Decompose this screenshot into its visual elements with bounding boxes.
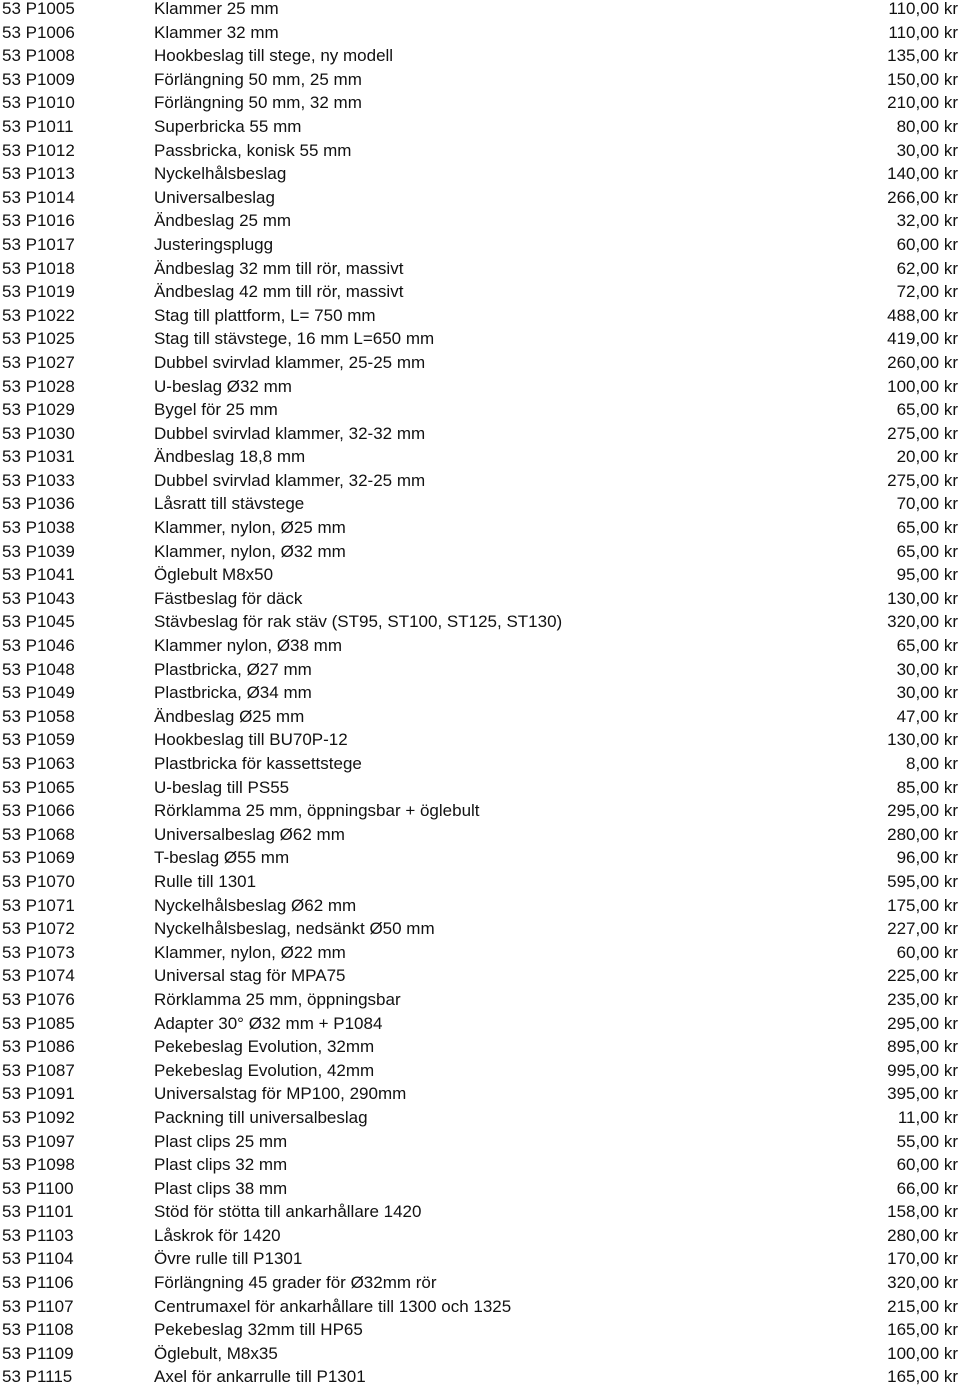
article-price: 110,00 kr xyxy=(888,22,958,42)
price-row xyxy=(0,1368,960,1392)
article-description: Justeringsplugg xyxy=(154,234,274,254)
article-price: 95,00 kr xyxy=(896,565,958,585)
article-price: 130,00 kr xyxy=(887,730,958,750)
article-code: 53 P1008 xyxy=(2,46,75,66)
article-description: Nyckelhålsbeslag Ø62 mm xyxy=(154,895,357,915)
price-row xyxy=(0,495,960,519)
article-description: Öglebult M8x50 xyxy=(154,565,274,585)
article-price: 225,00 kr xyxy=(887,966,958,986)
price-row xyxy=(0,283,960,307)
article-code: 53 P1019 xyxy=(2,282,75,302)
article-description: Stag till stävstege, 16 mm L=650 mm xyxy=(154,329,435,349)
price-row xyxy=(0,71,960,95)
article-description: Förlängning 50 mm, 25 mm xyxy=(154,69,362,89)
article-price: 295,00 kr xyxy=(887,1013,958,1033)
price-row xyxy=(0,212,960,236)
price-row xyxy=(0,472,960,496)
article-price: 65,00 kr xyxy=(896,541,958,561)
article-description: Universal stag för MPA75 xyxy=(154,966,346,986)
article-description: Plast clips 38 mm xyxy=(154,1178,288,1198)
article-code: 53 P1108 xyxy=(2,1320,74,1340)
price-row xyxy=(0,1085,960,1109)
article-description: Klammer nylon, Ø38 mm xyxy=(154,636,342,656)
price-row xyxy=(0,307,960,331)
price-row xyxy=(0,47,960,71)
article-description: Stävbeslag för rak stäv (ST95, ST100, ST125, ST130) xyxy=(154,612,563,632)
article-price: 158,00 kr xyxy=(887,1202,958,1222)
article-code: 53 P1100 xyxy=(2,1178,74,1198)
price-row xyxy=(0,189,960,213)
price-row xyxy=(0,897,960,921)
article-code: 53 P1107 xyxy=(2,1296,74,1316)
article-description: Nyckelhålsbeslag, nedsänkt Ø50 mm xyxy=(154,919,435,939)
article-code: 53 P1014 xyxy=(2,187,75,207)
price-row xyxy=(0,94,960,118)
article-description: Nyckelhålsbeslag xyxy=(154,164,287,184)
article-price: 275,00 kr xyxy=(887,423,958,443)
price-row xyxy=(0,566,960,590)
article-code: 53 P1018 xyxy=(2,258,75,278)
article-code: 53 P1109 xyxy=(2,1343,74,1363)
article-price: 165,00 kr xyxy=(887,1367,958,1387)
article-description: Bygel för 25 mm xyxy=(154,400,278,420)
price-row xyxy=(0,519,960,543)
article-description: Klammer, nylon, Ø25 mm xyxy=(154,518,346,538)
price-row xyxy=(0,142,960,166)
article-price: 295,00 kr xyxy=(887,801,958,821)
article-code: 53 P1058 xyxy=(2,706,75,726)
article-description: Dubbel svirvlad klammer, 32-25 mm xyxy=(154,470,426,490)
article-code: 53 P1010 xyxy=(2,93,75,113)
article-description: Plastbricka för kassettstege xyxy=(154,754,362,773)
article-price: 100,00 kr xyxy=(887,1343,958,1363)
article-description: Centrumaxel för ankarhållare till 1300 och 1325 xyxy=(154,1296,512,1316)
article-code: 53 P1069 xyxy=(2,848,75,868)
article-code: 53 P1092 xyxy=(2,1107,75,1127)
article-price: 47,00 kr xyxy=(896,706,958,726)
price-row xyxy=(0,1321,960,1345)
price-row xyxy=(0,1038,960,1062)
article-code: 53 P1045 xyxy=(2,612,75,632)
article-code: 53 P1097 xyxy=(2,1131,75,1151)
article-code: 53 P1068 xyxy=(2,824,75,844)
article-price: 995,00 kr xyxy=(887,1060,958,1080)
article-price: 260,00 kr xyxy=(887,352,958,372)
article-code: 53 P1025 xyxy=(2,329,75,349)
article-price: 30,00 kr xyxy=(896,140,958,160)
article-price: 65,00 kr xyxy=(896,400,958,420)
article-code: 53 P1017 xyxy=(2,234,75,254)
article-code: 53 P1059 xyxy=(2,730,75,750)
price-row xyxy=(0,378,960,402)
price-row xyxy=(0,1156,960,1180)
article-description: Klammer 32 mm xyxy=(154,22,279,42)
article-description: Adapter 30° Ø32 mm + P1084 xyxy=(154,1013,383,1033)
article-description: Universalstag för MP100, 290mm xyxy=(154,1084,407,1104)
article-code: 53 P1041 xyxy=(2,565,75,585)
article-price: 210,00 kr xyxy=(887,93,958,113)
price-row xyxy=(0,236,960,260)
article-description: Plastbricka, Ø34 mm xyxy=(154,683,312,703)
article-description: Stag till plattform, L= 750 mm xyxy=(154,305,376,325)
article-description: Förlängning 45 grader för Ø32mm rör xyxy=(154,1273,437,1293)
price-row xyxy=(0,731,960,755)
article-description: Klammer, nylon, Ø22 mm xyxy=(154,942,346,962)
article-description: Universalbeslag Ø62 mm xyxy=(154,824,345,844)
article-description: Låskrok för 1420 xyxy=(154,1225,281,1245)
article-code: 53 P1066 xyxy=(2,801,75,821)
article-code: 53 P1016 xyxy=(2,211,75,231)
article-code: 53 P1038 xyxy=(2,518,75,538)
article-price: 215,00 kr xyxy=(887,1296,958,1316)
article-price: 80,00 kr xyxy=(896,116,958,136)
article-description: Ändbeslag 25 mm xyxy=(154,211,292,231)
price-row xyxy=(0,802,960,826)
article-code: 53 P1098 xyxy=(2,1155,75,1175)
article-description: Förlängning 50 mm, 32 mm xyxy=(154,93,362,113)
article-price: 170,00 kr xyxy=(887,1249,958,1269)
article-code: 53 P1071 xyxy=(2,895,75,915)
price-row xyxy=(0,590,960,614)
price-row xyxy=(0,755,960,779)
price-row xyxy=(0,944,960,968)
article-description: Pekebeslag Evolution, 42mm xyxy=(154,1060,375,1080)
article-price: 227,00 kr xyxy=(887,919,958,939)
price-row xyxy=(0,401,960,425)
article-code: 53 P1070 xyxy=(2,871,75,891)
article-code: 53 P1076 xyxy=(2,989,75,1009)
article-price: 60,00 kr xyxy=(896,234,958,254)
article-price: 30,00 kr xyxy=(896,683,958,703)
article-price: 65,00 kr xyxy=(896,636,958,656)
article-price: 96,00 kr xyxy=(896,848,958,868)
article-code: 53 P1031 xyxy=(2,447,75,467)
article-code: 53 P1101 xyxy=(2,1202,74,1222)
article-price: 30,00 kr xyxy=(896,659,958,679)
article-price: 66,00 kr xyxy=(896,1178,958,1198)
article-code: 53 P1036 xyxy=(2,494,75,514)
price-row xyxy=(0,849,960,873)
price-row xyxy=(0,330,960,354)
article-code: 53 P1072 xyxy=(2,919,75,939)
article-code: 53 P1086 xyxy=(2,1037,75,1057)
article-description: Packning till universalbeslag xyxy=(154,1107,368,1127)
article-description: Hookbeslag till BU70P-12 xyxy=(154,730,348,750)
article-price: 55,00 kr xyxy=(896,1131,958,1151)
article-description: Passbricka, konisk 55 mm xyxy=(154,140,352,160)
article-code: 53 P1065 xyxy=(2,777,75,797)
price-row xyxy=(0,448,960,472)
article-price: 595,00 kr xyxy=(887,871,958,891)
article-price: 72,00 kr xyxy=(896,282,958,302)
article-price: 65,00 kr xyxy=(896,518,958,538)
price-row xyxy=(0,1250,960,1274)
price-row xyxy=(0,779,960,803)
price-row xyxy=(0,967,960,991)
article-code: 53 P1006 xyxy=(2,22,75,42)
article-price: 70,00 kr xyxy=(896,494,958,514)
article-description: U-beslag Ø32 mm xyxy=(154,376,292,396)
article-description: Rörklamma 25 mm, öppningsbar xyxy=(154,989,401,1009)
price-row xyxy=(0,920,960,944)
article-price: 280,00 kr xyxy=(887,824,958,844)
article-code: 53 P1063 xyxy=(2,754,75,773)
article-price: 419,00 kr xyxy=(887,329,958,349)
article-price: 175,00 kr xyxy=(887,895,958,915)
article-price: 895,00 kr xyxy=(887,1037,958,1057)
price-row xyxy=(0,637,960,661)
price-row xyxy=(0,260,960,284)
article-description: Rulle till 1301 xyxy=(154,871,257,891)
article-price: 140,00 kr xyxy=(887,164,958,184)
article-code: 53 P1074 xyxy=(2,966,75,986)
article-description: Dubbel svirvlad klammer, 25-25 mm xyxy=(154,352,426,372)
article-code: 53 P1104 xyxy=(2,1249,74,1269)
article-code: 53 P1029 xyxy=(2,400,75,420)
article-price: 60,00 kr xyxy=(896,942,958,962)
article-price: 85,00 kr xyxy=(896,777,958,797)
article-code: 53 P1085 xyxy=(2,1013,75,1033)
price-row xyxy=(0,1227,960,1251)
article-code: 53 P1030 xyxy=(2,423,75,443)
price-row xyxy=(0,1345,960,1369)
article-code: 53 P1012 xyxy=(2,140,75,160)
article-price: 110,00 kr xyxy=(888,0,958,18)
article-price: 395,00 kr xyxy=(887,1084,958,1104)
article-price: 60,00 kr xyxy=(896,1155,958,1175)
article-description: Rörklamma 25 mm, öppningsbar + öglebult xyxy=(154,801,480,821)
price-row xyxy=(0,1203,960,1227)
article-description: Klammer 25 mm xyxy=(154,0,279,18)
price-row xyxy=(0,991,960,1015)
article-price: 320,00 kr xyxy=(887,1273,958,1293)
article-code: 53 P1039 xyxy=(2,541,75,561)
price-row xyxy=(0,684,960,708)
price-row xyxy=(0,1133,960,1157)
article-price: 150,00 kr xyxy=(887,69,958,89)
price-row xyxy=(0,118,960,142)
article-description: U-beslag till PS55 xyxy=(154,777,290,797)
price-row xyxy=(0,708,960,732)
article-description: T-beslag Ø55 mm xyxy=(154,848,290,868)
price-row xyxy=(0,1109,960,1133)
article-price: 130,00 kr xyxy=(887,588,958,608)
price-row xyxy=(0,1298,960,1322)
article-price: 235,00 kr xyxy=(887,989,958,1009)
article-code: 53 P1033 xyxy=(2,470,75,490)
article-price: 266,00 kr xyxy=(887,187,958,207)
article-description: Stöd för stötta till ankarhållare 1420 xyxy=(154,1202,422,1222)
article-description: Pekebeslag Evolution, 32mm xyxy=(154,1037,375,1057)
article-description: Axel för ankarrulle till P1301 xyxy=(154,1367,366,1387)
article-description: Låsratt till stävstege xyxy=(154,494,305,514)
article-description: Ändbeslag 32 mm till rör, massivt xyxy=(154,258,404,278)
article-price: 320,00 kr xyxy=(887,612,958,632)
article-description: Ändbeslag 18,8 mm xyxy=(154,447,306,467)
price-row xyxy=(0,425,960,449)
price-row xyxy=(0,1180,960,1204)
article-description: Ändbeslag 42 mm till rör, massivt xyxy=(154,282,404,302)
price-row xyxy=(0,24,960,48)
article-price: 135,00 kr xyxy=(887,46,958,66)
article-code: 53 P1091 xyxy=(2,1084,75,1104)
article-code: 53 P1009 xyxy=(2,69,75,89)
article-price: 20,00 kr xyxy=(896,447,958,467)
article-code: 53 P1043 xyxy=(2,588,75,608)
article-description: Fästbeslag för däck xyxy=(154,588,303,608)
price-row xyxy=(0,1274,960,1298)
price-row xyxy=(0,0,960,24)
article-code: 53 P1011 xyxy=(2,116,74,136)
article-description: Superbricka 55 mm xyxy=(154,116,302,136)
price-row xyxy=(0,873,960,897)
article-price: 32,00 kr xyxy=(896,211,958,231)
article-code: 53 P1103 xyxy=(2,1225,74,1245)
article-description: Plast clips 25 mm xyxy=(154,1131,288,1151)
article-description: Klammer, nylon, Ø32 mm xyxy=(154,541,346,561)
article-price: 488,00 kr xyxy=(887,305,958,325)
article-code: 53 P1073 xyxy=(2,942,75,962)
article-price: 62,00 kr xyxy=(896,258,958,278)
article-description: Övre rulle till P1301 xyxy=(154,1249,303,1269)
article-description: Plastbricka, Ø27 mm xyxy=(154,659,312,679)
price-row xyxy=(0,661,960,685)
article-code: 53 P1048 xyxy=(2,659,75,679)
article-price: 100,00 kr xyxy=(887,376,958,396)
article-description: Pekebeslag 32mm till HP65 xyxy=(154,1320,363,1340)
price-row xyxy=(0,1015,960,1039)
price-row xyxy=(0,543,960,567)
article-code: 53 P1046 xyxy=(2,636,75,656)
article-code: 53 P1115 xyxy=(2,1367,73,1387)
article-description: Universalbeslag xyxy=(154,187,275,207)
article-price: 8,00 kr xyxy=(906,754,958,773)
article-code: 53 P1028 xyxy=(2,376,75,396)
price-row xyxy=(0,354,960,378)
article-code: 53 P1027 xyxy=(2,352,75,372)
article-description: Dubbel svirvlad klammer, 32-32 mm xyxy=(154,423,426,443)
article-code: 53 P1106 xyxy=(2,1273,74,1293)
price-row xyxy=(0,826,960,850)
price-row xyxy=(0,613,960,637)
article-price: 11,00 kr xyxy=(897,1107,958,1127)
article-description: Plast clips 32 mm xyxy=(154,1155,288,1175)
article-description: Öglebult, M8x35 xyxy=(154,1343,278,1363)
article-code: 53 P1005 xyxy=(2,0,75,18)
price-row xyxy=(0,1062,960,1086)
price-row xyxy=(0,165,960,189)
article-price: 280,00 kr xyxy=(887,1225,958,1245)
article-price: 275,00 kr xyxy=(887,470,958,490)
article-description: Ändbeslag Ø25 mm xyxy=(154,706,305,726)
article-code: 53 P1022 xyxy=(2,305,75,325)
article-code: 53 P1087 xyxy=(2,1060,75,1080)
article-description: Hookbeslag till stege, ny modell xyxy=(154,46,394,66)
article-price: 165,00 kr xyxy=(887,1320,958,1340)
article-code: 53 P1013 xyxy=(2,164,75,184)
article-code: 53 P1049 xyxy=(2,683,75,703)
